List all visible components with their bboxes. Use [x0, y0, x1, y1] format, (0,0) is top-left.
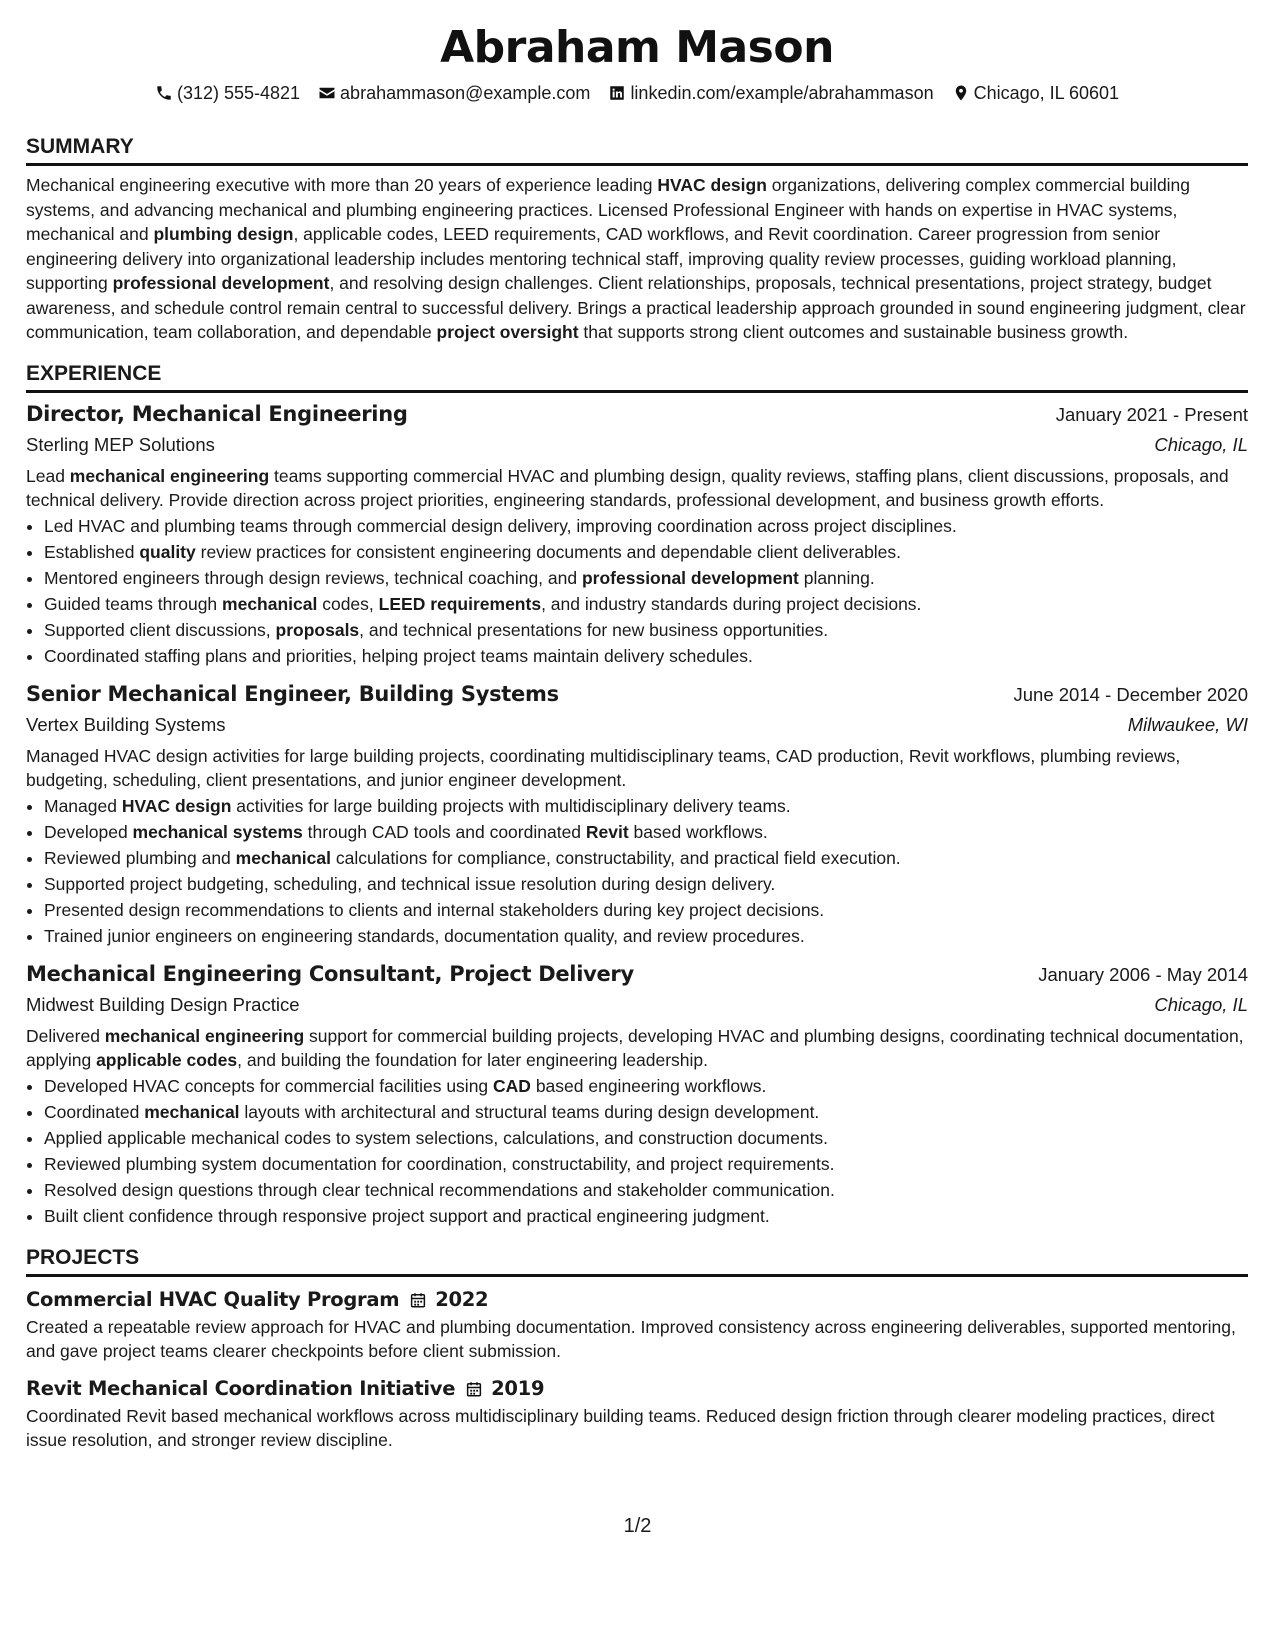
project-year-text: 2019 — [491, 1376, 545, 1400]
bullet-item: • Resolved design questions through clear technical recommendations and stakeholder communication. — [44, 1177, 1248, 1203]
bold-keyword: HVAC design — [121, 795, 232, 816]
job-description: Lead mechanical engineering teams supporting commercial HVAC and plumbing design, quality reviews, staffing plans, client discussions, proposals, and technical delivery. Provide direction across project priorities, engineering standards, professional development, and business growth efforts. — [26, 465, 1229, 510]
linkedin-link[interactable]: linkedin.com/example/abrahammason — [630, 83, 934, 103]
project-year-text: 2022 — [435, 1287, 489, 1311]
job-bullets — [26, 793, 1248, 949]
project-description: Coordinated Revit based mechanical workflows across multidisciplinary building teams. Reduced design friction through clearer modeling practices, direct issue resolution, and stronger review discipline. — [26, 1405, 1215, 1450]
bullet-item: • Coordinated staffing plans and priorities, helping project teams maintain delivery schedules. — [44, 643, 1248, 669]
bold-keyword: mechanical systems — [132, 821, 303, 842]
bullet-item: • Developed HVAC concepts for commercial facilities using CAD based engineering workflows. — [44, 1073, 1248, 1099]
project-header — [26, 1285, 1248, 1315]
project-description: Created a repeatable review approach for HVAC and plumbing documentation. Improved consistency across engineering deliverables, supported mentoring, and gave project teams clearer checkpoints before client submission. — [26, 1316, 1236, 1361]
job-subheader — [26, 430, 1248, 460]
project-entry — [26, 1285, 1248, 1364]
calendar-icon — [465, 1380, 483, 1398]
bullet-item: • Established quality review practices for consistent engineering documents and dependable client deliverables. — [44, 539, 1248, 565]
bullet-item: • Managed HVAC design activities for large building projects with multidisciplinary delivery teams. — [44, 793, 1248, 819]
page-number: 1/2 — [623, 1515, 652, 1537]
bold-keyword: Revit — [585, 821, 629, 842]
contact-email[interactable] — [318, 80, 590, 106]
phone-text: (312) 555-4821 — [176, 83, 301, 103]
project-year — [409, 1285, 488, 1315]
calendar-icon — [409, 1291, 427, 1309]
candidate-name: Abraham Mason — [440, 22, 834, 73]
company-name: Vertex Building Systems — [26, 713, 226, 735]
job-dates: January 2006 - May 2014 — [1038, 963, 1248, 985]
company-name: Midwest Building Design Practice — [26, 993, 300, 1015]
job-subheader — [26, 990, 1248, 1020]
job-title: Mechanical Engineering Consultant, Project Delivery — [26, 961, 634, 986]
projects-heading: PROJECTS — [26, 1245, 1248, 1277]
contact-location — [952, 80, 1119, 106]
job-location: Chicago, IL — [1154, 993, 1248, 1015]
bullet-item: • Mentored engineers through design reviews, technical coaching, and professional development planning. — [44, 565, 1248, 591]
bullet-item: • Supported project budgeting, scheduling, and technical issue resolution during design delivery. — [44, 871, 1248, 897]
contact-linkedin[interactable] — [608, 80, 933, 106]
bold-keyword: professional development — [112, 273, 330, 293]
project-year — [465, 1374, 544, 1404]
bold-keyword: proposals — [275, 619, 360, 640]
bold-keyword: mechanical engineering — [69, 465, 270, 486]
job-entry — [26, 679, 1248, 949]
job-title: Senior Mechanical Engineer, Building Systems — [26, 681, 559, 706]
bullet-item: • Reviewed plumbing and mechanical calculations for compliance, constructability, and practical field execution. — [44, 845, 1248, 871]
bullet-item: • Trained junior engineers on engineering standards, documentation quality, and review procedures. — [44, 923, 1248, 949]
bullet-item: • Supported client discussions, proposals, and technical presentations for new business opportunities. — [44, 617, 1248, 643]
job-bullets — [26, 513, 1248, 669]
bold-keyword: mechanical — [222, 593, 318, 614]
job-header — [26, 399, 1248, 430]
email-link[interactable]: abrahammason@example.com — [340, 83, 591, 103]
bullet-item: • Reviewed plumbing system documentation for coordination, constructability, and project requirements. — [44, 1151, 1248, 1177]
bold-keyword: plumbing design — [153, 224, 294, 244]
bold-keyword: mechanical engineering — [104, 1025, 305, 1046]
resume-page — [26, 20, 1248, 1453]
job-description: Managed HVAC design activities for large building projects, coordinating multidisciplinary teams, CAD production, Revit workflows, plumbing reviews, budgeting, scheduling, client presentations, and junior engineer development. — [26, 745, 1181, 790]
bullet-item: • Guided teams through mechanical codes, LEED requirements, and industry standards during project decisions. — [44, 591, 1248, 617]
bullet-item: • Coordinated mechanical layouts with architectural and structural teams during design development. — [44, 1099, 1248, 1125]
job-description: Delivered mechanical engineering support for commercial building projects, developing HVAC and plumbing designs, coordinating technical documentation, applying applicable codes, and building the foundation for later engineering leadership. — [26, 1025, 1244, 1070]
map-pin-icon — [952, 84, 970, 102]
bold-keyword: mechanical — [144, 1101, 240, 1122]
job-header — [26, 959, 1248, 990]
project-list — [26, 1285, 1248, 1453]
bullet-item: • Built client confidence through responsive project support and practical engineering judgment. — [44, 1203, 1248, 1229]
bullet-item: • Applied applicable mechanical codes to system selections, calculations, and construction documents. — [44, 1125, 1248, 1151]
bold-keyword: applicable codes — [96, 1050, 238, 1070]
linkedin-icon — [608, 84, 626, 102]
job-entry — [26, 399, 1248, 669]
job-bullets — [26, 1073, 1248, 1229]
job-entry — [26, 959, 1248, 1229]
experience-heading: EXPERIENCE — [26, 361, 1248, 393]
summary-heading: SUMMARY — [26, 134, 1248, 166]
contact-phone — [155, 80, 300, 106]
job-location: Chicago, IL — [1154, 433, 1248, 455]
contact-bar — [26, 80, 1248, 106]
bullet-item: • Led HVAC and plumbing teams through commercial design delivery, improving coordination across project disciplines. — [44, 513, 1248, 539]
bullet-item: • Presented design recommendations to clients and internal stakeholders during key project decisions. — [44, 897, 1248, 923]
job-subheader — [26, 710, 1248, 740]
project-header — [26, 1374, 1248, 1404]
job-header — [26, 679, 1248, 710]
bullet-item: • Developed mechanical systems through CAD tools and coordinated Revit based workflows. — [44, 819, 1248, 845]
envelope-icon — [318, 84, 336, 102]
bold-keyword: mechanical — [235, 847, 331, 868]
job-dates: January 2021 - Present — [1055, 403, 1248, 425]
bold-keyword: CAD — [493, 1075, 531, 1096]
company-name: Sterling MEP Solutions — [26, 433, 215, 455]
project-name: Commercial HVAC Quality Program — [26, 1287, 400, 1311]
experience-list — [26, 399, 1248, 1229]
project-name: Revit Mechanical Coordination Initiative — [26, 1376, 456, 1400]
bold-keyword: quality — [139, 541, 196, 562]
phone-icon — [155, 84, 173, 102]
bold-keyword: LEED requirements — [378, 593, 542, 614]
job-location: Milwaukee, WI — [1127, 713, 1248, 735]
bold-keyword: HVAC design — [657, 175, 767, 195]
project-entry — [26, 1374, 1248, 1453]
summary-text: Mechanical engineering executive with more than 20 years of experience leading HVAC design organizations, delivering complex commercial building systems, and advancing mechanical and plumbing engineering practices. Licensed Professional Engineer with hands on expertise in HVAC systems, mechanical and plumbing design, applicable codes, LEED requirements, CAD workflows, and Revit coordination. Career progression from senior engineering delivery into organizational leadership includes mentoring technical staff, improving quality review processes, guiding workload planning, supporting professional development, and resolving design challenges. Client relationships, proposals, technical presentations, project strategy, budget awareness, and schedule control remain central to successful delivery. Brings a practical leadership approach grounded in sound engineering judgment, clear communication, team collaboration, and dependable project oversight that supports strong client outcomes and sustainable business growth. — [26, 175, 1246, 342]
job-title: Director, Mechanical Engineering — [26, 401, 408, 426]
bold-keyword: project oversight — [436, 322, 579, 342]
location-text: Chicago, IL 60601 — [973, 83, 1120, 103]
bold-keyword: professional development — [581, 567, 799, 588]
job-dates: June 2014 - December 2020 — [1013, 683, 1248, 705]
